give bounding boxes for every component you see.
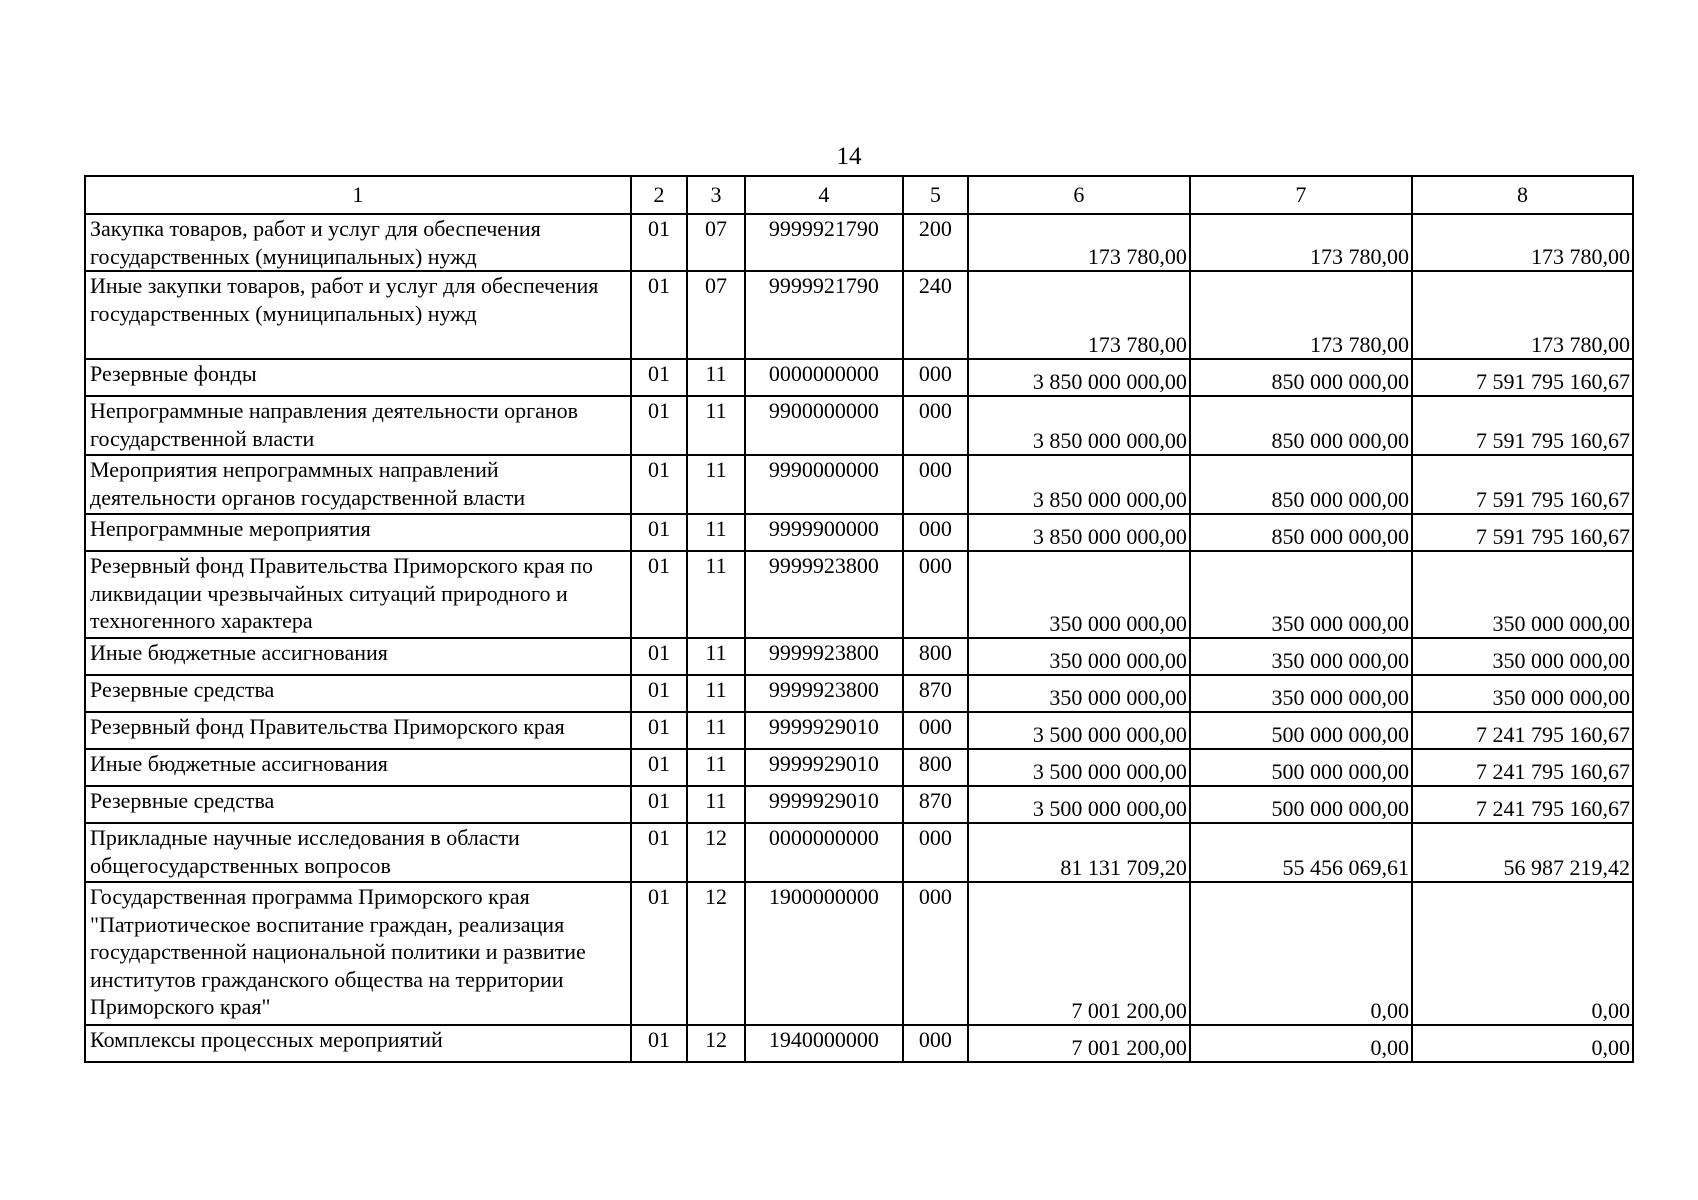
table-row: [85, 712, 1633, 749]
row-name: Резервный фонд Правительства Приморского края по ликвидации чрезвычайных ситуаций природного и техногенного характера: [85, 551, 631, 638]
code-cell: 01: [631, 882, 688, 1025]
code-cell: 000: [903, 712, 968, 749]
amount-cell: 7 591 795 160,67: [1412, 455, 1633, 514]
code-cell: 000: [903, 823, 968, 882]
code-cell: 11: [687, 359, 745, 396]
code-cell: 000: [903, 359, 968, 396]
amount-cell: 850 000 000,00: [1190, 396, 1412, 455]
amount-cell: 7 591 795 160,67: [1412, 514, 1633, 551]
code-cell: 9999929010: [745, 712, 903, 749]
amount-cell: 81 131 709,20: [968, 823, 1190, 882]
amount-cell: 173 780,00: [1412, 271, 1633, 359]
row-name: Иные бюджетные ассигнования: [85, 749, 631, 786]
code-cell: 01: [631, 396, 688, 455]
amount-cell: 56 987 219,42: [1412, 823, 1633, 882]
code-cell: 9990000000: [745, 455, 903, 514]
row-name: Иные бюджетные ассигнования: [85, 638, 631, 675]
code-cell: 240: [903, 271, 968, 359]
table-row: [85, 271, 1633, 359]
code-cell: 9999921790: [745, 271, 903, 359]
code-cell: 800: [903, 638, 968, 675]
code-cell: 000: [903, 882, 968, 1025]
row-name: Резервные фонды: [85, 359, 631, 396]
table-row: [85, 455, 1633, 514]
table-row: [85, 396, 1633, 455]
code-cell: 870: [903, 786, 968, 823]
amount-cell: 7 241 795 160,67: [1412, 749, 1633, 786]
amount-cell: 3 850 000 000,00: [968, 396, 1190, 455]
row-name: Непрограммные направления деятельности органов государственной власти: [85, 396, 631, 455]
amount-cell: 350 000 000,00: [968, 675, 1190, 712]
amount-cell: 3 850 000 000,00: [968, 514, 1190, 551]
table-row: [85, 551, 1633, 638]
code-cell: 01: [631, 638, 688, 675]
row-name: Иные закупки товаров, работ и услуг для обеспечения государственных (муниципальных) нужд: [85, 271, 631, 359]
code-cell: 11: [687, 638, 745, 675]
code-cell: 9999923800: [745, 675, 903, 712]
code-cell: 01: [631, 455, 688, 514]
table-row: [85, 823, 1633, 882]
amount-cell: 173 780,00: [968, 214, 1190, 271]
row-name: Государственная программа Приморского края "Патриотическое воспитание граждан, реализация государственной национальной политики и развитие институтов гражданского общества на территории Приморского края": [85, 882, 631, 1025]
header-cell: 7: [1190, 176, 1412, 214]
code-cell: 1940000000: [745, 1025, 903, 1062]
code-cell: 01: [631, 271, 688, 359]
code-cell: 07: [687, 214, 745, 271]
code-cell: 9999923800: [745, 551, 903, 638]
amount-cell: 350 000 000,00: [1190, 638, 1412, 675]
code-cell: 12: [687, 823, 745, 882]
amount-cell: 0,00: [1412, 1025, 1633, 1062]
row-name: Резервные средства: [85, 675, 631, 712]
code-cell: 01: [631, 1025, 688, 1062]
table-row: [85, 882, 1633, 1025]
amount-cell: 850 000 000,00: [1190, 514, 1412, 551]
code-cell: 11: [687, 675, 745, 712]
amount-cell: 7 241 795 160,67: [1412, 786, 1633, 823]
amount-cell: 173 780,00: [1190, 271, 1412, 359]
row-name: Резервный фонд Правительства Приморского края: [85, 712, 631, 749]
code-cell: 11: [687, 396, 745, 455]
row-name: Закупка товаров, работ и услуг для обеспечения государственных (муниципальных) нужд: [85, 214, 631, 271]
table-row: [85, 514, 1633, 551]
header-cell: 5: [903, 176, 968, 214]
amount-cell: 7 001 200,00: [968, 1025, 1190, 1062]
header-cell: 3: [687, 176, 745, 214]
amount-cell: 350 000 000,00: [1190, 675, 1412, 712]
amount-cell: 350 000 000,00: [968, 638, 1190, 675]
code-cell: 0000000000: [745, 359, 903, 396]
amount-cell: 0,00: [1190, 1025, 1412, 1062]
code-cell: 9900000000: [745, 396, 903, 455]
amount-cell: 500 000 000,00: [1190, 786, 1412, 823]
amount-cell: 350 000 000,00: [968, 551, 1190, 638]
amount-cell: 0,00: [1190, 882, 1412, 1025]
code-cell: 11: [687, 749, 745, 786]
row-name: Прикладные научные исследования в области общегосударственных вопросов: [85, 823, 631, 882]
table-row: [85, 214, 1633, 271]
code-cell: 200: [903, 214, 968, 271]
code-cell: 01: [631, 749, 688, 786]
code-cell: 1900000000: [745, 882, 903, 1025]
row-name: Комплексы процессных мероприятий: [85, 1025, 631, 1062]
code-cell: 01: [631, 712, 688, 749]
code-cell: 11: [687, 786, 745, 823]
amount-cell: 7 241 795 160,67: [1412, 712, 1633, 749]
amount-cell: 173 780,00: [968, 271, 1190, 359]
table-row: [85, 1025, 1633, 1062]
code-cell: 000: [903, 551, 968, 638]
code-cell: 000: [903, 514, 968, 551]
code-cell: 01: [631, 823, 688, 882]
header-cell: 1: [85, 176, 631, 214]
amount-cell: 350 000 000,00: [1412, 638, 1633, 675]
header-cell: 8: [1412, 176, 1633, 214]
code-cell: 11: [687, 551, 745, 638]
amount-cell: 0,00: [1412, 882, 1633, 1025]
amount-cell: 350 000 000,00: [1412, 675, 1633, 712]
code-cell: 11: [687, 455, 745, 514]
amount-cell: 350 000 000,00: [1412, 551, 1633, 638]
table-row: [85, 359, 1633, 396]
amount-cell: 7 001 200,00: [968, 882, 1190, 1025]
code-cell: 9999923800: [745, 638, 903, 675]
amount-cell: 850 000 000,00: [1190, 359, 1412, 396]
code-cell: 01: [631, 514, 688, 551]
code-cell: 12: [687, 1025, 745, 1062]
table-row: [85, 786, 1633, 823]
code-cell: 01: [631, 359, 688, 396]
amount-cell: 500 000 000,00: [1190, 749, 1412, 786]
code-cell: 11: [687, 514, 745, 551]
page-number: 14: [836, 143, 862, 170]
amount-cell: 3 500 000 000,00: [968, 712, 1190, 749]
code-cell: 07: [687, 271, 745, 359]
code-cell: 0000000000: [745, 823, 903, 882]
amount-cell: 3 500 000 000,00: [968, 749, 1190, 786]
row-name: Непрограммные мероприятия: [85, 514, 631, 551]
amount-cell: 173 780,00: [1190, 214, 1412, 271]
amount-cell: 350 000 000,00: [1190, 551, 1412, 638]
row-name: Мероприятия непрограммных направлений деятельности органов государственной власти: [85, 455, 631, 514]
code-cell: 9999929010: [745, 786, 903, 823]
amount-cell: 3 500 000 000,00: [968, 786, 1190, 823]
amount-cell: 173 780,00: [1412, 214, 1633, 271]
header-cell: 6: [968, 176, 1190, 214]
amount-cell: 3 850 000 000,00: [968, 359, 1190, 396]
row-name: Резервные средства: [85, 786, 631, 823]
code-cell: 01: [631, 786, 688, 823]
code-cell: 000: [903, 455, 968, 514]
code-cell: 000: [903, 396, 968, 455]
amount-cell: 55 456 069,61: [1190, 823, 1412, 882]
header-cell: 2: [631, 176, 688, 214]
code-cell: 11: [687, 712, 745, 749]
code-cell: 800: [903, 749, 968, 786]
amount-cell: 7 591 795 160,67: [1412, 396, 1633, 455]
header-row: [85, 176, 1633, 214]
header-cell: 4: [745, 176, 903, 214]
code-cell: 01: [631, 675, 688, 712]
amount-cell: 500 000 000,00: [1190, 712, 1412, 749]
amount-cell: 7 591 795 160,67: [1412, 359, 1633, 396]
table-row: [85, 638, 1633, 675]
code-cell: 000: [903, 1025, 968, 1062]
code-cell: 12: [687, 882, 745, 1025]
code-cell: 01: [631, 551, 688, 638]
budget-table: [84, 175, 1634, 1063]
table-row: [85, 749, 1633, 786]
code-cell: 9999921790: [745, 214, 903, 271]
code-cell: 870: [903, 675, 968, 712]
amount-cell: 850 000 000,00: [1190, 455, 1412, 514]
table-row: [85, 675, 1633, 712]
code-cell: 9999900000: [745, 514, 903, 551]
code-cell: 01: [631, 214, 688, 271]
code-cell: 9999929010: [745, 749, 903, 786]
amount-cell: 3 850 000 000,00: [968, 455, 1190, 514]
